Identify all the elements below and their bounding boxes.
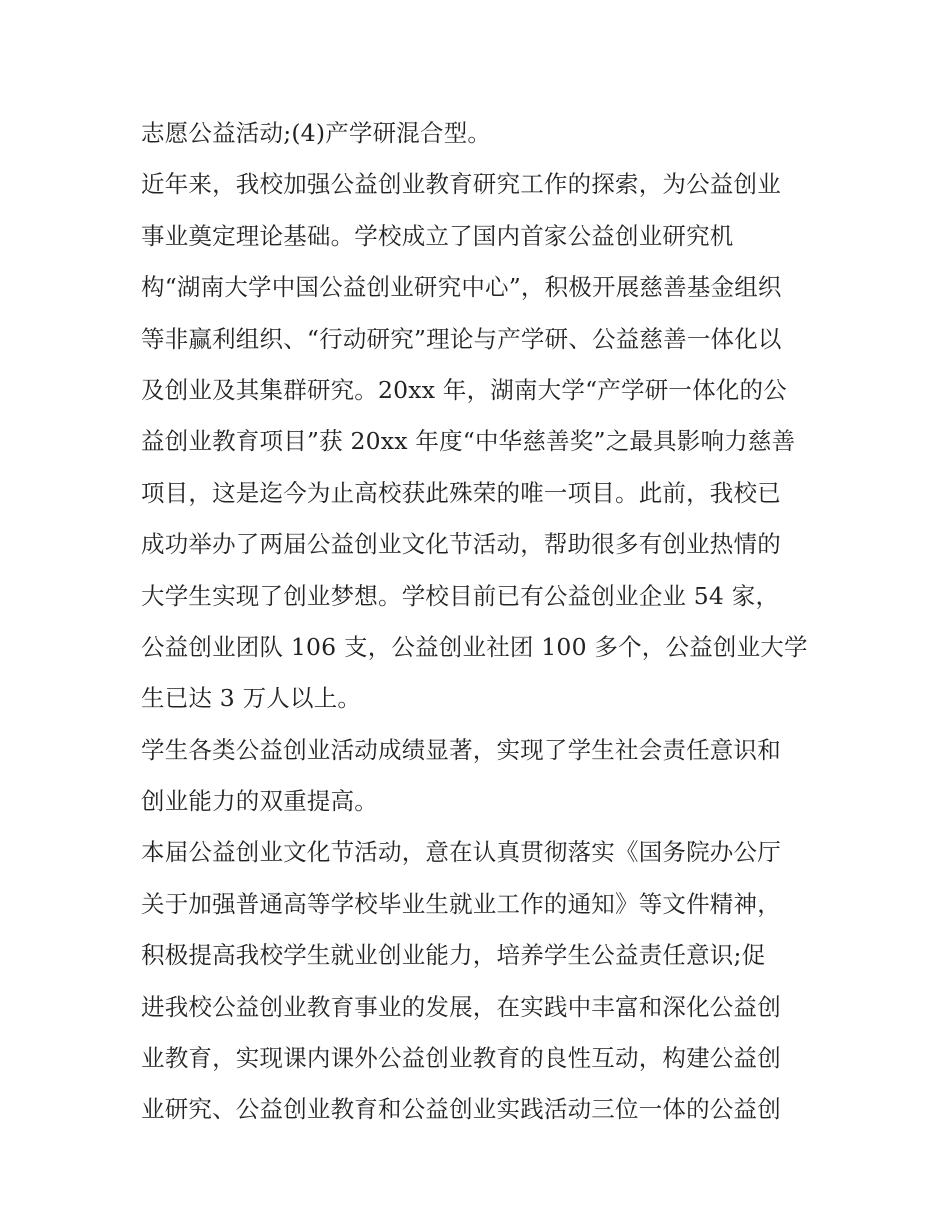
text-line: 关于加强普通高等学校毕业生就业工作的通知》等文件精神， bbox=[141, 889, 781, 918]
text-line: 近年来，我校加强公益创业教育研究工作的探索，为公益创业 bbox=[141, 170, 781, 199]
text-line: 公益创业团队 106 支，公益创业社团 100 多个，公益创业大学 bbox=[141, 632, 808, 661]
text-line: 学生各类公益创业活动成绩显著，实现了学生社会责任意识和 bbox=[141, 735, 781, 764]
text-line: 志愿公益活动;(4)产学研混合型。 bbox=[141, 119, 492, 147]
text-line: 项目，这是迄今为止高校获此殊荣的唯一项目。此前，我校已 bbox=[141, 478, 781, 507]
text-line: 进我校公益创业教育事业的发展，在实践中丰富和深化公益创 bbox=[141, 992, 781, 1021]
text-line: 生已达 3 万人以上。 bbox=[141, 684, 362, 713]
text-line: 成功举办了两届公益创业文化节活动，帮助很多有创业热情的 bbox=[141, 530, 781, 559]
text-line: 及创业及其集群研究。20xx 年，湖南大学“产学研一体化的公 bbox=[141, 375, 787, 404]
text-line: 业教育，实现课内课外公益创业教育的良性互动，构建公益创 bbox=[141, 1044, 781, 1073]
text-line: 事业奠定理论基础。学校成立了国内首家公益创业研究机 bbox=[141, 221, 734, 250]
text-line: 构“湖南大学中国公益创业研究中心”，积极开展慈善基金组织 bbox=[141, 273, 782, 302]
text-line: 益创业教育项目”获 20xx 年度“中华慈善奖”之最具影响力慈善 bbox=[141, 427, 796, 456]
document-body bbox=[141, 108, 821, 1136]
text-line: 积极提高我校学生就业创业能力，培养学生公益责任意识;促 bbox=[141, 941, 766, 970]
text-line: 等非赢利组织、“行动研究”理论与产学研、公益慈善一体化以 bbox=[141, 324, 782, 353]
text-line: 业研究、公益创业教育和公益创业实践活动三位一体的公益创 bbox=[141, 1095, 781, 1124]
text-line: 大学生实现了创业梦想。学校目前已有公益创业企业 54 家， bbox=[141, 581, 780, 610]
text-line: 本届公益创业文化节活动，意在认真贯彻落实《国务院办公厅 bbox=[141, 838, 781, 867]
text-line: 创业能力的双重提高。 bbox=[141, 787, 378, 816]
